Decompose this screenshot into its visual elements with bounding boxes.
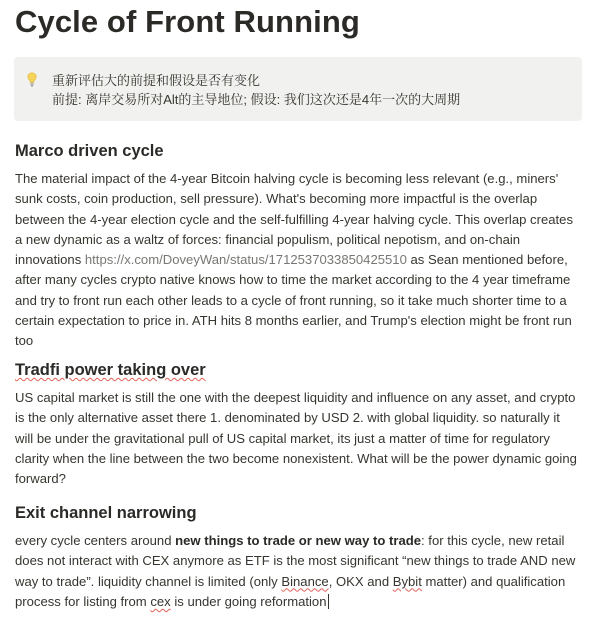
text-run: : for this cycle, new retail bbox=[421, 533, 565, 548]
callout-line: 前提: 离岸交易所对Alt的主导地位; 假设: 我们这次还是4年一次的大周期 bbox=[52, 92, 461, 107]
callout-block[interactable] bbox=[14, 57, 582, 121]
paragraph-line bbox=[15, 250, 590, 270]
callout-line: 重新评估大的前提和假设是否有变化 bbox=[52, 73, 261, 88]
tweet-link[interactable]: https://x.com/DoveyWan/status/1712537033850425510 bbox=[84, 252, 407, 268]
paragraph-line: does not interact with CEX anymore as ETF is the most significant “new things to trade AND new bbox=[15, 553, 576, 569]
bold-text: new things to trade or new way to trade bbox=[175, 533, 422, 548]
paragraph-line: The material impact of the 4-year Bitcoin halving cycle is becoming less relevant (e.g., miners' bbox=[15, 171, 559, 186]
text-run: process for listing from bbox=[15, 593, 151, 609]
section-paragraph[interactable] bbox=[15, 169, 590, 352]
text-run: way to trade”. liquidity channel is limited (only bbox=[15, 573, 282, 589]
spellcheck-word: Tradfi power taking over bbox=[15, 361, 206, 379]
section-heading[interactable]: Marco driven cycle bbox=[15, 142, 164, 160]
paragraph-line: US capital market is still the one with the deepest liquidity and influence on any asset, and crypto bbox=[15, 390, 576, 405]
text-run: innovations bbox=[15, 252, 85, 268]
callout-text bbox=[52, 71, 460, 109]
lightbulb-icon[interactable] bbox=[27, 72, 37, 87]
section-paragraph[interactable] bbox=[15, 531, 590, 612]
section-heading[interactable] bbox=[15, 361, 206, 380]
paragraph-line bbox=[15, 592, 590, 612]
paragraph-line bbox=[15, 531, 590, 551]
paragraph-line: certain expectation to price in. ATH hits 8 months earlier, and Trump's election might be front run bbox=[15, 313, 572, 329]
paragraph-line: will be under the gravitational pull of US capital market, its just a matter of time for regulatory bbox=[15, 430, 550, 446]
paragraph-line: between the 4-year election cycle and the self-fulfilling 4-year halving cycle. This overlap creates bbox=[15, 211, 573, 227]
paragraph-line: a new dynamic as a waltz of forces: financial populism, political nepotism, and on-chain bbox=[15, 231, 521, 247]
paragraph-line: is the only alternative asset there 1. denominated by USD 2. with global liquidity. so naturally it bbox=[15, 410, 560, 426]
paragraph-line: clarity when the line between the two become nonexistent. What will be the power dynamic going bbox=[15, 450, 577, 466]
paragraph-line: after many cycles crypto native knows how to time the market according to the 4 year timeframe bbox=[15, 272, 571, 288]
paragraph-line: too bbox=[15, 333, 34, 349]
paragraph-line: and try to front run each other leads to a cycle of front running, so it take much shorter time to a bbox=[15, 292, 567, 308]
paragraph-line: forward? bbox=[15, 471, 66, 487]
text-run: , OKX and bbox=[328, 573, 393, 589]
paragraph-line bbox=[15, 572, 590, 592]
spellcheck-word: Bybit bbox=[392, 573, 422, 589]
text-run: is under going reformation bbox=[170, 593, 327, 609]
spellcheck-word: cex bbox=[150, 593, 171, 609]
section-heading[interactable]: Exit channel narrowing bbox=[15, 504, 197, 522]
text-run: every cycle centers around bbox=[15, 533, 176, 548]
text-cursor bbox=[328, 594, 329, 609]
text-run: as Sean mentioned before, bbox=[406, 252, 568, 268]
paragraph-line: sunk costs, coin production, sell pressure). What's becoming more impactful is the overlap bbox=[15, 191, 538, 207]
page-title[interactable]: Cycle of Front Running bbox=[15, 4, 360, 39]
section-paragraph[interactable] bbox=[15, 388, 590, 489]
text-run: matter) and qualification bbox=[421, 573, 566, 589]
spellcheck-word: Binance bbox=[281, 573, 329, 589]
